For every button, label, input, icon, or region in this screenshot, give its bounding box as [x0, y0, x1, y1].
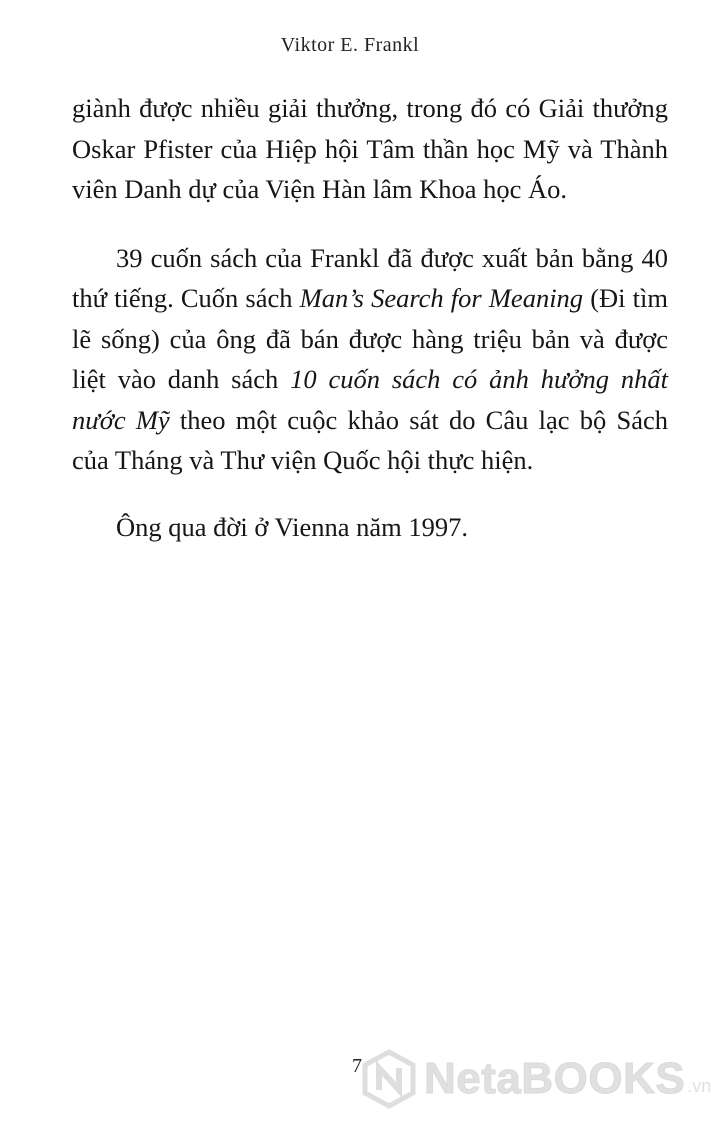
list-title-italic: 10 cuốn sách có ảnh hưởng nhất nước Mỹ — [72, 364, 668, 435]
paragraph-books — [72, 238, 668, 481]
page-number: 7 — [352, 1055, 362, 1077]
book-title-italic: Man’s Search for Meaning — [299, 283, 584, 313]
running-header: Viktor E. Frankl — [280, 34, 420, 56]
body-text — [72, 88, 668, 547]
netabooks-logo-icon — [362, 1050, 416, 1108]
paragraph-books-text-2: (Đi tìm lẽ sống) của ông đã bán được hàng triệu bản và được liệt vào danh sách — [72, 283, 668, 394]
paragraph-awards: giành được nhiều giải thưởng, trong đó có Giải thưởng Oskar Pfister của Hiệp hội Tâm thần học Mỹ và Thành viên Danh dự của Viện Hàn lâm Khoa học Áo. — [72, 93, 668, 204]
watermark-suffix: .vn — [687, 1075, 711, 1096]
watermark-brand: NetaBOOKS — [424, 1054, 686, 1103]
paragraph-death: Ông qua đời ở Vienna năm 1997. — [116, 511, 468, 542]
paragraph-books-text-3: theo một cuộc khảo sát do Câu lạc bộ Sách của Tháng và Thư viện Quốc hội thực hiện. — [72, 404, 668, 475]
paragraph-books-text-1: 39 cuốn sách của Frankl đã được xuất bản bằng 40 thứ tiếng. Cuốn sách — [72, 242, 668, 313]
watermark — [362, 1048, 711, 1110]
